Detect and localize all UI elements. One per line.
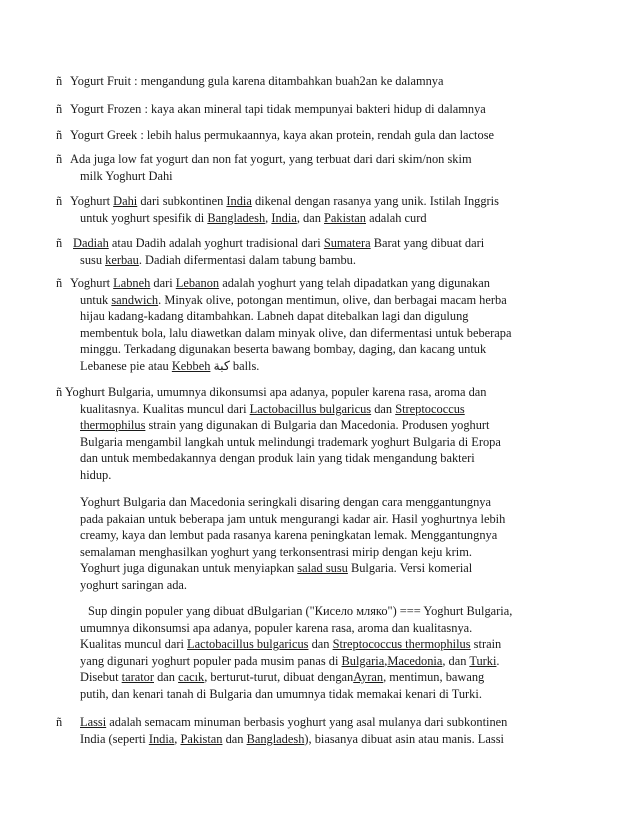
bullet-icon: ñ	[56, 194, 63, 208]
text-line: Bulgaria mengambil langkah untuk melindungi trademark yoghurt Bulgaria di Eropa	[80, 434, 501, 449]
list-item-dahi	[56, 193, 576, 226]
text: Disebut	[80, 670, 122, 685]
list-item-lassi	[56, 714, 576, 747]
text: untuk yoghurt spesifik di	[80, 210, 208, 225]
link-tarator[interactable]: tarator	[121, 670, 154, 685]
text: ), biasanya dibuat asin atau manis. Lassi	[304, 731, 504, 746]
link-kerbau[interactable]: kerbau	[105, 252, 139, 267]
text: ,	[174, 731, 181, 746]
link-bangladesh[interactable]: Bangladesh	[246, 731, 305, 746]
text-line: hijau kadang-kadang ditambahkan. Labneh dapat ditebalkan lagi dan digulung	[80, 309, 469, 324]
item-text: Yogurt Frozen : kaya akan mineral tapi tidak mempunyai bakteri hidup di dalamnya	[70, 102, 486, 116]
text-line: putih, dan kenari tanah di Bulgaria dan umumnya tidak memakai kenari di Turki.	[80, 686, 482, 701]
bullet-icon: ñ	[56, 715, 63, 729]
link-india[interactable]: India	[271, 210, 297, 225]
text: Yoghurt juga digunakan untuk menyiapkan	[80, 561, 298, 576]
text: susu	[80, 252, 106, 267]
link-india[interactable]: India	[148, 731, 175, 746]
text: ,	[265, 210, 272, 225]
bullet-icon: ñ	[56, 102, 63, 116]
link-macedonia[interactable]: Macedonia	[387, 653, 443, 668]
text: strain yang digunakan di Bulgaria dan Macedonia. Produsen yoghurt	[145, 418, 490, 433]
text-line: pada pakaian untuk beberapa jam untuk mengurangi kadar air. Hasil yoghurtnya lebih	[80, 511, 506, 526]
text: Bulgaria. Versi komerial	[347, 561, 473, 576]
text: dikenal dengan rasanya yang unik. Istilah Inggris	[251, 194, 499, 208]
item-text: Yogurt Greek : lebih halus permukaannya, kaya akan protein, rendah gula dan lactose	[70, 128, 495, 142]
text: Yoghurt	[70, 276, 114, 290]
link-pakistan[interactable]: Pakistan	[324, 210, 367, 225]
text: yang digunari yoghurt populer pada musim panas di	[80, 653, 342, 668]
text: Barat yang dibuat dari	[370, 236, 485, 250]
text-line: umumnya dikonsumsi apa adanya, populer karena rasa, aroma dan kualitasnya.	[80, 620, 473, 635]
text: atau Dadih adalah yoghurt tradisional dari	[108, 236, 324, 250]
text: , dan	[296, 210, 325, 225]
link-labneh[interactable]: Labneh	[113, 276, 151, 290]
bullet-icon: ñ	[56, 276, 63, 290]
text: adalah yoghurt yang telah dipadatkan yang digunakan	[219, 276, 490, 290]
text: kualitasnya. Kualitas muncul dari	[80, 401, 250, 416]
item-text-line: milk Yoghurt Dahi	[80, 168, 173, 183]
text: , mentimun, bawang	[383, 670, 485, 685]
text-line: ñ Yoghurt Bulgaria, umumnya dikonsumsi apa adanya, populer karena rasa, aroma dan	[56, 385, 487, 399]
bullet-icon: ñ	[56, 152, 63, 166]
paragraph-sup	[80, 603, 580, 703]
text: adalah semacam minuman berbasis yoghurt yang asal mulanya dari subkontinen	[106, 715, 508, 729]
item-text: Yogurt Fruit : mengandung gula karena ditambahkan buah2an ke dalamnya	[70, 74, 444, 88]
text: dari	[150, 276, 176, 290]
link-sumatera[interactable]: Sumatera	[323, 236, 371, 250]
text: . Minyak olive, potongan mentimun, olive, dan berbagai macam herba	[158, 292, 507, 307]
text: adalah curd	[366, 210, 427, 225]
bullet-icon: ñ	[56, 74, 63, 88]
text: India (seperti	[80, 731, 149, 746]
text: .	[496, 653, 500, 668]
text: Lebanese pie atau	[80, 358, 172, 373]
list-item	[56, 151, 576, 184]
text: Yoghurt	[70, 194, 114, 208]
link-salad-susu[interactable]: salad susu	[297, 561, 348, 576]
list-item	[56, 101, 576, 118]
text-line: Yoghurt Bulgaria dan Macedonia seringkali disaring dengan cara menggantungnya	[80, 495, 491, 509]
list-item-dadiah	[56, 235, 576, 268]
link-sandwich[interactable]: sandwich	[111, 292, 159, 307]
text-line: hidup.	[80, 467, 112, 482]
link-cacik[interactable]: cacık	[178, 670, 205, 685]
link-dahi[interactable]: Dahi	[113, 194, 138, 208]
link-lebanon[interactable]: Lebanon	[175, 276, 220, 290]
text: strain	[470, 637, 502, 652]
text: . Dadiah difermentasi dalam tabung bambu.	[138, 252, 356, 267]
text: dan	[371, 401, 396, 416]
link-streptococcus[interactable]: Streptococcus	[395, 401, 465, 416]
list-item	[56, 127, 576, 144]
text-line: creamy, kaya dan lembut pada rasanya karena peningkatan lemak. Menggantungnya	[80, 528, 498, 543]
text-line: dan untuk membedakannya dengan produk lain yang tidak mengandung bakteri	[80, 451, 475, 466]
link-streptococcus-thermophilus[interactable]: Streptococcus thermophilus	[332, 637, 471, 652]
item-text-line: Ada juga low fat yogurt dan non fat yogurt, yang terbuat dari dari skim/non skim	[70, 152, 472, 166]
link-kebbeh[interactable]: Kebbeh	[171, 358, 211, 373]
text-line: semalaman menghasilkan yoghurt yang terkonsentrasi mirip dengan keju krim.	[80, 544, 472, 559]
text: , dan	[442, 653, 470, 668]
text-line: membentuk bola, lalu diawetkan dalam minyak olive, dan difermentasi untuk beberapa	[80, 325, 512, 340]
text: dan	[222, 731, 247, 746]
link-pakistan[interactable]: Pakistan	[180, 731, 223, 746]
link-thermophilus[interactable]: thermophilus	[80, 418, 146, 433]
list-item-labneh	[56, 275, 576, 375]
bullet-icon: ñ	[56, 128, 63, 142]
text: untuk	[80, 292, 112, 307]
link-lactobacillus[interactable]: Lactobacillus bulgaricus	[249, 401, 372, 416]
text: dan	[154, 670, 179, 685]
bullet-icon: ñ	[56, 236, 63, 250]
paragraph-macedonia	[80, 494, 580, 594]
text: Kualitas muncul dari	[80, 637, 188, 652]
link-turki[interactable]: Turki	[469, 653, 497, 668]
text: ,	[384, 653, 388, 668]
text: dan	[308, 637, 333, 652]
text-line: Sup dingin populer yang dibuat dBulgarian ("Кисело мляко") === Yoghurt Bulgaria,	[88, 604, 513, 618]
link-india[interactable]: India	[226, 194, 252, 208]
paragraph-bulgaria	[56, 384, 586, 484]
link-ayran[interactable]: Ayran	[353, 670, 384, 685]
text-line: yoghurt saringan ada.	[80, 577, 188, 592]
link-lassi[interactable]: Lassi	[80, 715, 107, 729]
link-bangladesh[interactable]: Bangladesh	[207, 210, 266, 225]
link-dadiah[interactable]: Dadiah	[73, 236, 109, 250]
text: , berturut-turut, dibuat dengan	[204, 670, 354, 685]
list-item	[56, 73, 576, 90]
text: dari subkontinen	[137, 194, 227, 208]
link-bulgaria[interactable]: Bulgaria	[341, 653, 385, 668]
text-line: minggu. Terkadang digunakan beserta bawang bombay, daging, dan kacang untuk	[80, 342, 487, 357]
link-lactobacillus[interactable]: Lactobacillus bulgaricus	[187, 637, 309, 652]
text: كبة balls.	[210, 358, 260, 373]
